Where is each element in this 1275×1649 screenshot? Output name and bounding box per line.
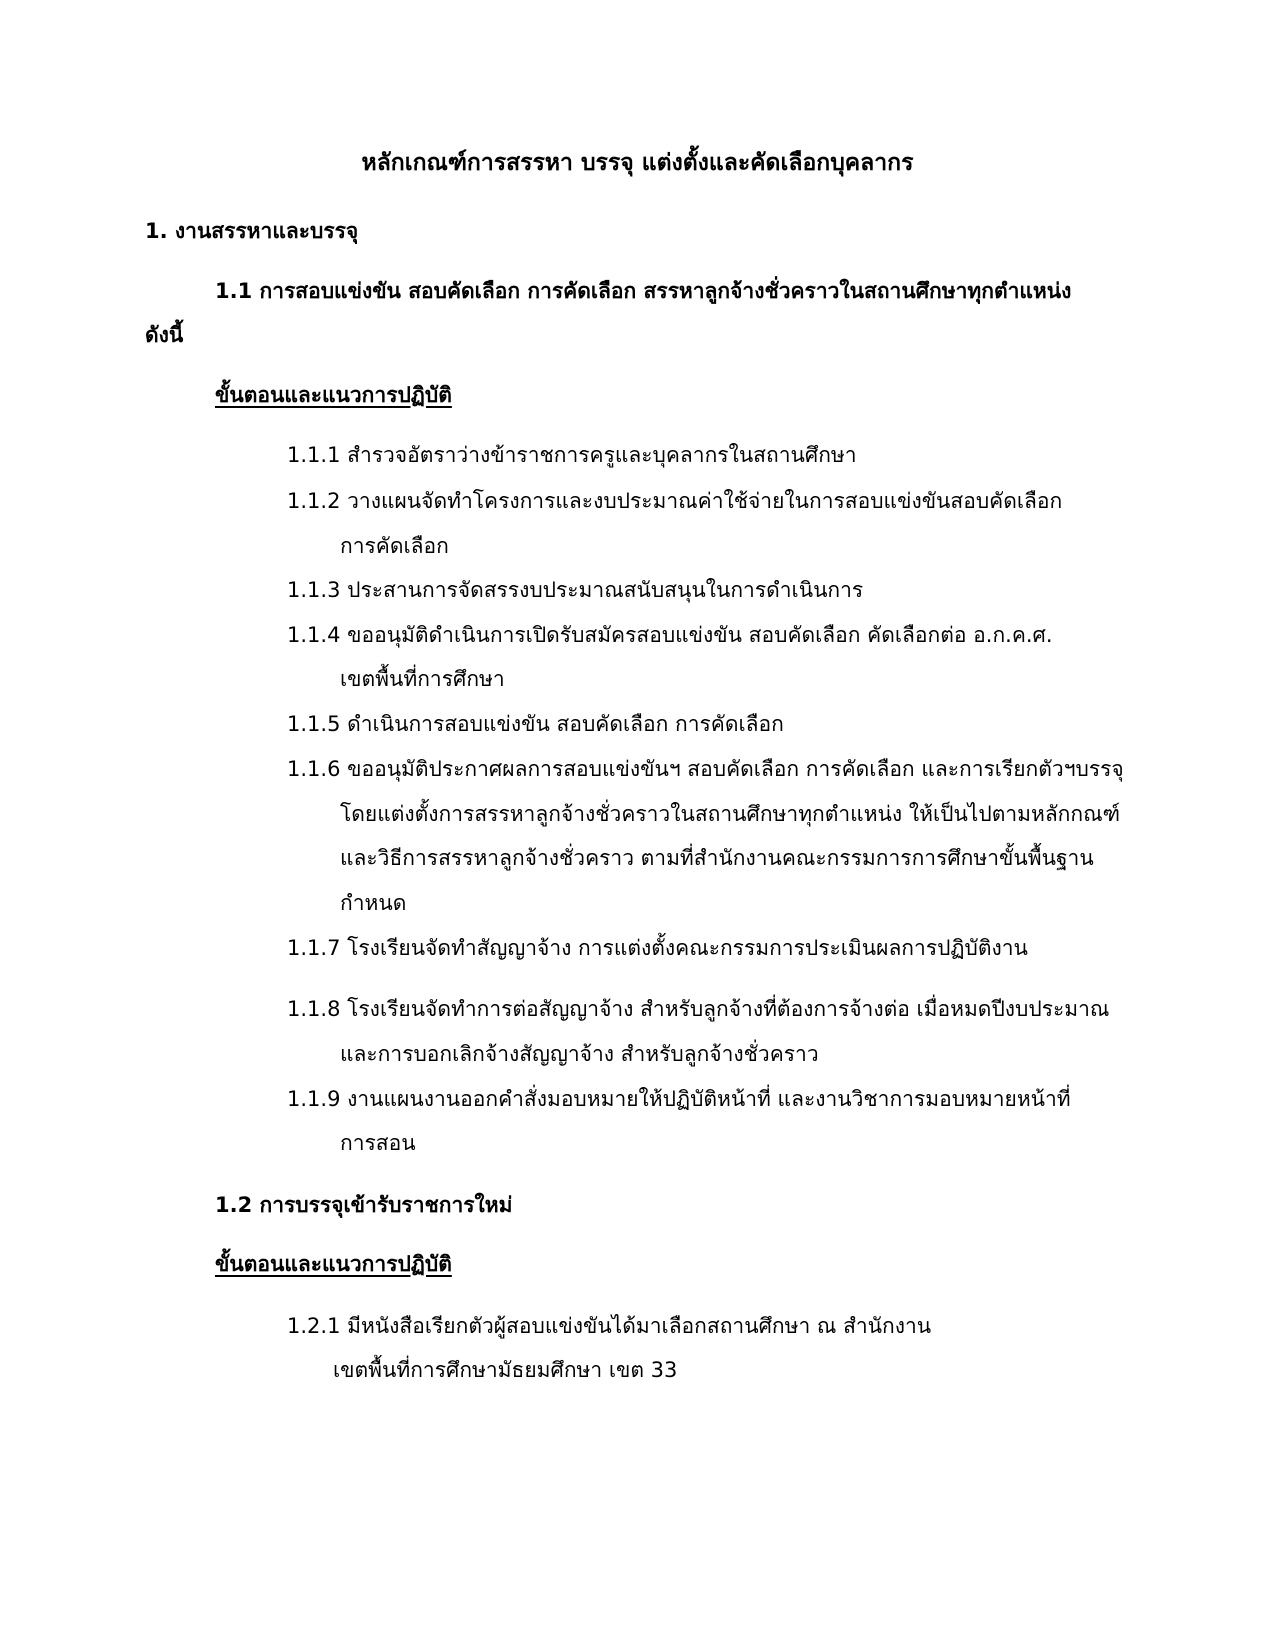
- list-item: [287, 994, 1109, 1024]
- list-item: [287, 754, 1124, 784]
- item-number: 1.1.6: [287, 757, 341, 781]
- list-item: [287, 575, 863, 605]
- list-item: [287, 440, 857, 470]
- item-number: 1.1.8: [287, 997, 341, 1021]
- list-item: [287, 933, 1028, 963]
- item-text: ขออนุมัติดำเนินการเปิดรับสมัครสอบแข่งขัน สอบคัดเลือก คัดเลือกต่อ อ.ก.ค.ศ.: [347, 623, 1053, 647]
- procedure-label: ขั้นตอนและแนวการปฏิบัติ: [215, 1252, 452, 1276]
- list-item: [287, 1311, 931, 1341]
- item-number: 1.1.5: [287, 712, 341, 736]
- item-text-cont: และการบอกเลิกจ้างสัญญาจ้าง สำหรับลูกจ้างชั่วคราว: [340, 1042, 819, 1066]
- item-number: 1.2.1: [287, 1314, 341, 1338]
- list-item: [287, 709, 784, 739]
- item-text: งานแผนงานออกคำสั่งมอบหมายให้ปฏิบัติหน้าที่ และงานวิชาการมอบหมายหน้าที่: [347, 1087, 1071, 1111]
- item-text: โรงเรียนจัดทำการต่อสัญญาจ้าง สำหรับลูกจ้างที่ต้องการจ้างต่อ เมื่อหมดปีงบประมาณ: [347, 997, 1110, 1021]
- item-text-cont: การคัดเลือก: [340, 534, 449, 558]
- section-heading: 1. งานสรรหาและบรรจุ: [145, 219, 359, 243]
- item-text: โรงเรียนจัดทำสัญญาจ้าง การแต่งตั้งคณะกรรมการประเมินผลการปฏิบัติงาน: [347, 936, 1028, 960]
- item-text: มีหนังสือเรียกตัวผู้สอบแข่งขันได้มาเลือกสถานศึกษา ณ สำนักงาน: [347, 1314, 932, 1338]
- item-number: 1.1.3: [287, 578, 341, 602]
- item-text-cont: เขตพื้นที่การศึกษา: [340, 667, 505, 691]
- list-item: [287, 1084, 1071, 1114]
- subsection-heading-1-2: 1.2 การบรรจุเข้ารับราชการใหม่: [215, 1193, 513, 1217]
- procedure-label: ขั้นตอนและแนวการปฏิบัติ: [215, 383, 452, 407]
- page-title: หลักเกณฑ์การสรรหา บรรจุ แต่งตั้งและคัดเลือกบุคลากร: [361, 150, 914, 176]
- list-item: [287, 486, 1062, 516]
- item-text-cont: เขตพื้นที่การศึกษามัธยมศึกษา เขต 33: [333, 1358, 678, 1382]
- item-text: สำรวจอัตราว่างข้าราชการครูและบุคลากรในสถานศึกษา: [347, 443, 857, 467]
- item-number: 1.1.1: [287, 443, 341, 467]
- item-number: 1.1.2: [287, 489, 341, 513]
- item-number: 1.1.9: [287, 1087, 341, 1111]
- list-item: [287, 620, 1053, 650]
- subsection-heading-1-1-cont: ดังนี้: [145, 323, 184, 347]
- item-text: วางแผนจัดทำโครงการและงบประมาณค่าใช้จ่ายในการสอบแข่งขันสอบคัดเลือก: [347, 489, 1063, 513]
- item-text-cont: กำหนด: [340, 891, 407, 915]
- item-text: ประสานการจัดสรรงบประมาณสนับสนุนในการดำเนินการ: [347, 578, 864, 602]
- subsection-heading-1-1: 1.1 การสอบแข่งขัน สอบคัดเลือก การคัดเลือก สรรหาลูกจ้างชั่วคราวในสถานศึกษาทุกตำแหน่ง: [215, 279, 1072, 303]
- item-text-cont: การสอน: [340, 1131, 416, 1155]
- item-text-cont: และวิธีการสรรหาลูกจ้างชั่วคราว ตามที่สำนักงานคณะกรรมการการศึกษาขั้นพื้นฐาน: [340, 846, 1094, 870]
- item-number: 1.1.7: [287, 936, 341, 960]
- item-text-cont: โดยแต่งตั้งการสรรหาลูกจ้างชั่วคราวในสถานศึกษาทุกตำแหน่ง ให้เป็นไปตามหลักกณฑ์: [340, 802, 1121, 826]
- item-number: 1.1.4: [287, 623, 341, 647]
- item-text: ขออนุมัติประกาศผลการสอบแข่งขันฯ สอบคัดเลือก การคัดเลือก และการเรียกตัวฯบรรจุ: [347, 757, 1124, 781]
- item-text: ดำเนินการสอบแข่งขัน สอบคัดเลือก การคัดเลือก: [347, 712, 784, 736]
